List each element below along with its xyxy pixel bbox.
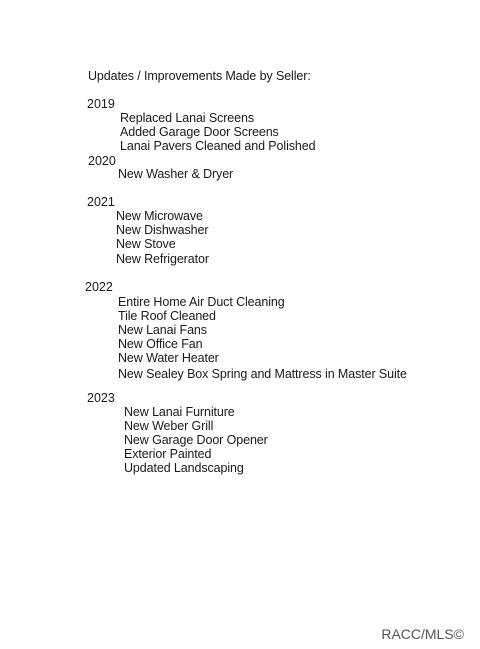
list-item: Added Garage Door Screens [120,125,279,139]
list-item: New Water Heater [118,351,219,365]
list-item: New Dishwasher [116,223,209,237]
list-item: New Lanai Furniture [124,405,235,419]
list-item: New Lanai Fans [118,323,207,337]
list-item: Tile Roof Cleaned [118,309,216,323]
list-item: Lanai Pavers Cleaned and Polished [120,139,316,153]
list-item: Entire Home Air Duct Cleaning [118,295,285,309]
list-item: New Washer & Dryer [118,167,234,181]
list-item: New Weber Grill [124,419,214,433]
year-heading-2019: 2019 [87,97,115,111]
list-item: New Stove [116,237,176,251]
list-item: New Garage Door Opener [124,433,268,447]
year-heading-2021: 2021 [87,195,115,209]
document-title: Updates / Improvements Made by Seller: [88,69,311,83]
mls-watermark: RACC/MLS© [381,626,464,642]
list-item: Updated Landscaping [124,461,244,475]
list-item: Exterior Painted [124,447,212,461]
year-heading-2020: 2020 [88,154,116,168]
list-item: New Microwave [116,209,203,223]
list-item: New Office Fan [118,337,203,351]
year-heading-2022: 2022 [85,280,113,294]
list-item: New Refrigerator [116,252,209,266]
list-item: Replaced Lanai Screens [120,111,255,125]
year-heading-2023: 2023 [87,391,115,405]
list-item: New Sealey Box Spring and Mattress in Master Suite [118,367,407,381]
